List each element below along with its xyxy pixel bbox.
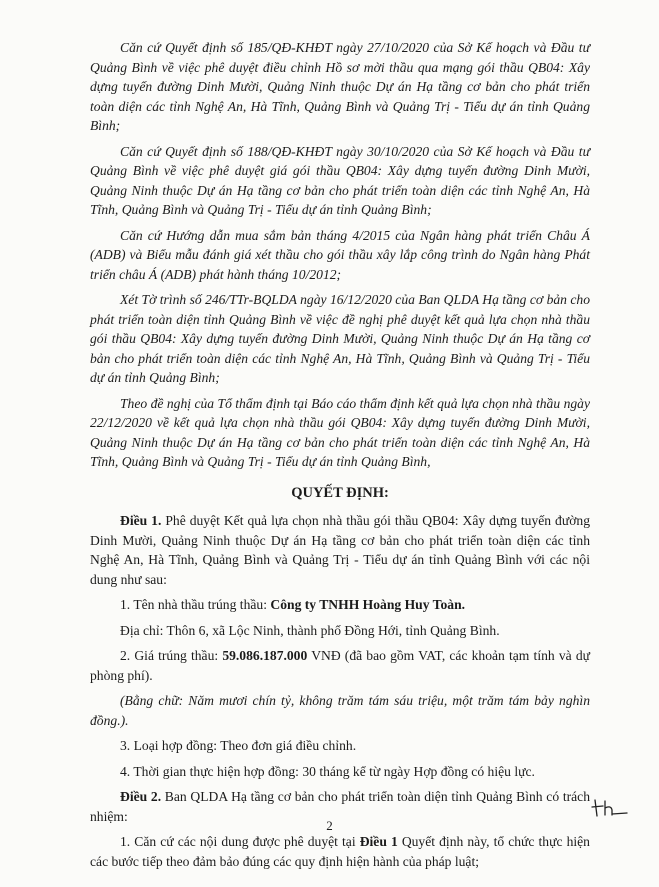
article-2-item-1 [90, 832, 590, 871]
price-in-words: (Bằng chữ: Năm mươi chín tỷ, không trăm tám sáu triệu, một trăm tám bảy nghìn đồng.). [90, 693, 590, 728]
decision-heading: QUYẾT ĐỊNH: [291, 484, 389, 501]
article-2-item-1-ref: Điều 1 [359, 834, 398, 849]
page-number: 2 [326, 818, 333, 833]
document-body [90, 38, 590, 877]
article-1-text: Phê duyệt Kết quả lựa chọn nhà thầu gói thầu QB04: Xây dựng tuyến đường Dinh Mười, Quảng Ninh thuộc Dự án Hạ tầng cơ bản cho phát triển toàn diện các tỉnh Nghệ An, Hà Tĩnh, Quảng Bình và Quảng Trị - Tiểu dự án tỉnh Quảng Bình với các nội dung như sau: [90, 513, 590, 587]
article-1-item-2 [90, 646, 590, 685]
article-1-item-3: 3. Loại hợp đồng: Theo đơn giá điều chỉnh. [120, 738, 357, 753]
article-2-item-1-suffix: Quyết định này, tổ chức thực hiện các bước tiếp theo đảm bảo đúng các quy định hiện hành của pháp luật; [90, 834, 590, 869]
item-1-prefix: 1. Tên nhà thầu trúng thầu: [120, 597, 271, 612]
basis-paragraph-4: Xét Tờ trình số 246/TTr-BQLDA ngày 16/12/2020 của Ban QLDA Hạ tầng cơ bản cho phát triển toàn diện tỉnh Quảng Bình về việc đề nghị phê duyệt kết quả lựa chọn nhà thầu gói thầu QB04: Xây dựng tuyến đường Dinh Mười, Quảng Ninh thuộc Dự án Hạ tầng cơ bản cho phát triển toàn diện các tỉnh Nghệ An, Hà Tĩnh, Quảng Bình và Quảng Trị - Tiểu dự án tỉnh Quảng Bình; [90, 292, 590, 385]
item-2-prefix: 2. Giá trúng thầu: [120, 648, 223, 663]
basis-paragraph-3: Căn cứ Hướng dẫn mua sắm bản tháng 4/2015 của Ngân hàng phát triển Châu Á (ADB) và Biểu mẫu đánh giá xét thầu cho gói thầu xây lắp công trình do Ngân hàng Phát triển châu Á (ADB) phát hành tháng 10/2012; [90, 227, 590, 282]
winning-bidder-name: Công ty TNHH Hoàng Huy Toàn. [270, 597, 466, 612]
article-1-label: Điều 1. [120, 513, 162, 528]
winning-price: 59.086.187.000 [222, 648, 308, 663]
bidder-address: Địa chỉ: Thôn 6, xã Lộc Ninh, thành phố Đồng Hới, tỉnh Quảng Bình. [120, 622, 500, 638]
article-1-item-4: 4. Thời gian thực hiện hợp đồng: 30 tháng kể từ ngày Hợp đồng có hiệu lực. [120, 763, 535, 779]
article-2-text: Ban QLDA Hạ tầng cơ bản cho phát triển toàn diện tỉnh Quảng Bình có trách nhiệm: [90, 789, 590, 824]
initials-signature [591, 796, 631, 820]
basis-paragraph-5: Theo đề nghị của Tổ thẩm định tại Báo cáo thẩm định kết quả lựa chọn nhà thầu ngày 22/12/2020 về kết quả lựa chọn nhà thầu gói QB04: Xây dựng tuyến đường Dinh Mười, Quảng Ninh thuộc Dự án Hạ tầng cơ bản cho phát triển toàn diện các tỉnh Nghệ An, Hà Tĩnh, Quảng Bình và Quảng Trị - Tiểu dự án tỉnh Quảng Bình, [90, 395, 590, 469]
item-2-suffix: VNĐ (đã bao gồm VAT, các khoản tạm tính và dự phòng phí). [90, 648, 590, 683]
article-2-label: Điều 2. [120, 789, 162, 804]
article-1-item-1 [90, 595, 590, 615]
article-2-item-1-prefix: 1. Căn cứ các nội dung được phê duyệt tại [120, 834, 360, 849]
basis-paragraph-1: Căn cứ Quyết định số 185/QĐ-KHĐT ngày 27/10/2020 của Sở Kế hoạch và Đầu tư Quảng Bình về việc phê duyệt điều chỉnh Hồ sơ mời thầu qua mạng gói thầu QB04: Xây dựng tuyến đường Dinh Mười, Quảng Ninh thuộc Dự án Hạ tầng cơ bản cho phát triển toàn diện các tỉnh Nghệ An, Hà Tĩnh, Quảng Bình và Quảng Trị - Tiểu dự án tỉnh Quảng Bình; [90, 40, 590, 133]
basis-paragraph-2: Căn cứ Quyết định số 188/QĐ-KHĐT ngày 30/10/2020 của Sở Kế hoạch và Đầu tư Quảng Bình về việc phê duyệt giá gói thầu QB04: Xây dựng tuyến đường Dinh Mười, Quảng Ninh thuộc Dự án Hạ tầng cơ bản cho phát triển toàn diện các tỉnh Nghệ An, Hà Tĩnh, Quảng Bình và Quảng Trị - Tiểu dự án tỉnh Quảng Bình; [90, 143, 590, 217]
article-1 [90, 511, 590, 589]
